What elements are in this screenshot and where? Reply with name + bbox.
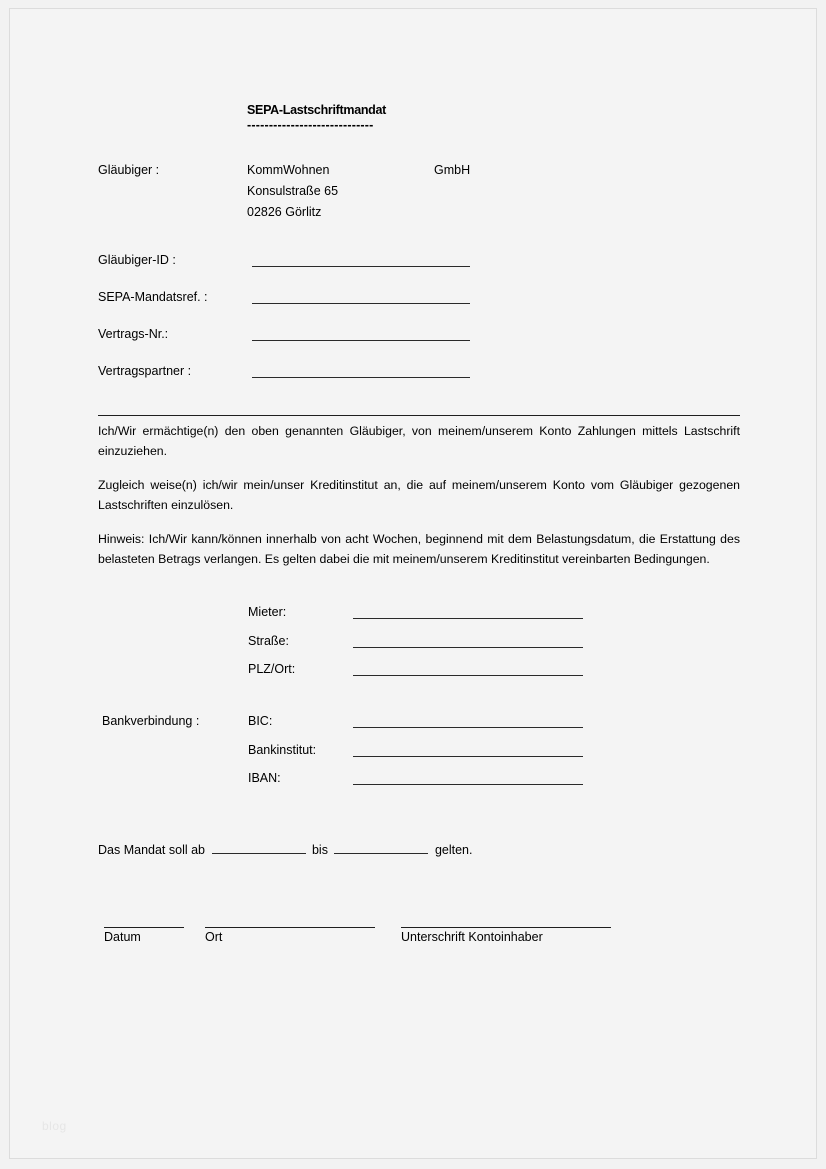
validity-middle: bis	[311, 843, 328, 857]
paragraph-instruction: Zugleich weise(n) ich/wir mein/unser Kreditinstitut an, die auf meinem/unserem Konto vom Gläubiger gezogenen Lastschriften einzulösen.	[98, 478, 740, 512]
field-row-contract-no	[98, 326, 698, 363]
bank-details-label: Bankverbindung :	[102, 714, 200, 728]
field-label-contract-no: Vertrags-Nr.:	[98, 327, 169, 341]
entry-row-bic	[98, 713, 738, 742]
paragraph-authorization: Ich/Wir ermächtige(n) den oben genannten Gläubiger, von meinem/unserem Konto Zahlungen mittels Lastschrift einzuziehen.	[98, 424, 740, 458]
validity-to-input[interactable]	[334, 842, 428, 854]
creditor-name-line	[247, 160, 547, 181]
entry-input-street[interactable]	[353, 638, 583, 648]
validity-prefix: Das Mandat soll ab	[98, 843, 206, 857]
page-watermark: blog	[42, 1119, 67, 1133]
entry-input-tenant[interactable]	[353, 609, 583, 619]
reference-fields-group	[98, 252, 698, 400]
signature-input-place[interactable]	[205, 917, 375, 928]
page-title: SEPA-Lastschriftmandat	[247, 103, 387, 117]
validity-suffix: gelten.	[434, 843, 473, 857]
entry-row-tenant	[98, 604, 738, 633]
field-label-creditor-id: Gläubiger-ID :	[98, 253, 176, 267]
creditor-name: KommWohnen	[247, 163, 330, 177]
field-input-contract-partner[interactable]	[252, 367, 470, 378]
paragraph-notice: Hinweis: Ich/Wir kann/können innerhalb von acht Wochen, beginnend mit dem Belastungsdatum, die Erstattung des belasteten Betrags verlangen. Es gelten dabei die mit meinem/unserem Kreditinstitut vereinbarten Bedingungen.	[98, 532, 740, 566]
creditor-label: Gläubiger :	[98, 163, 160, 177]
entry-input-postal-city[interactable]	[353, 666, 583, 676]
entry-label-bic: BIC:	[248, 714, 273, 728]
signature-input-date[interactable]	[104, 917, 184, 928]
creditor-street: Konsulstraße 65	[247, 184, 339, 198]
title-underline-rule: -----------------------------	[247, 120, 374, 131]
entry-label-bank-name: Bankinstitut:	[248, 742, 317, 757]
signature-label-date: Datum	[104, 930, 141, 944]
entry-row-bank-name	[98, 742, 738, 771]
signature-label-place: Ort	[205, 930, 223, 944]
field-row-creditor-id	[98, 252, 698, 289]
entry-row-postal-city	[98, 661, 738, 713]
signature-labels	[98, 929, 738, 949]
entry-label-street: Straße:	[248, 633, 289, 648]
entry-input-bank-name[interactable]	[353, 747, 583, 757]
field-label-contract-partner: Vertragspartner :	[98, 364, 192, 378]
details-fields-group	[98, 604, 738, 799]
signature-rules	[98, 917, 738, 929]
signature-input-signature[interactable]	[401, 917, 611, 928]
field-input-mandate-ref[interactable]	[252, 293, 470, 304]
field-row-contract-partner	[98, 363, 698, 400]
entry-input-iban[interactable]	[353, 775, 583, 785]
signature-label-account-holder: Unterschrift Kontoinhaber	[401, 930, 543, 944]
document-page	[9, 8, 817, 1159]
entry-label-iban: IBAN:	[248, 771, 281, 785]
document-sheet	[10, 9, 816, 1158]
creditor-address-block	[247, 160, 547, 223]
field-label-mandate-ref: SEPA-Mandatsref. :	[98, 290, 208, 304]
entry-label-postal-city: PLZ/Ort:	[248, 662, 296, 676]
field-input-contract-no[interactable]	[252, 330, 470, 341]
validity-from-input[interactable]	[212, 842, 306, 854]
section-divider-rule	[98, 415, 740, 416]
signature-area	[98, 917, 738, 949]
document-title-block	[247, 103, 547, 131]
entry-row-street	[98, 633, 738, 662]
field-row-mandate-ref	[98, 289, 698, 326]
field-input-creditor-id[interactable]	[252, 256, 470, 267]
validity-statement	[98, 841, 472, 859]
entry-input-bic[interactable]	[353, 718, 583, 728]
creditor-legal-form: GmbH	[434, 163, 471, 177]
entry-label-tenant: Mieter:	[248, 605, 287, 619]
creditor-city: 02826 Görlitz	[247, 205, 322, 219]
entry-row-iban	[98, 770, 738, 799]
